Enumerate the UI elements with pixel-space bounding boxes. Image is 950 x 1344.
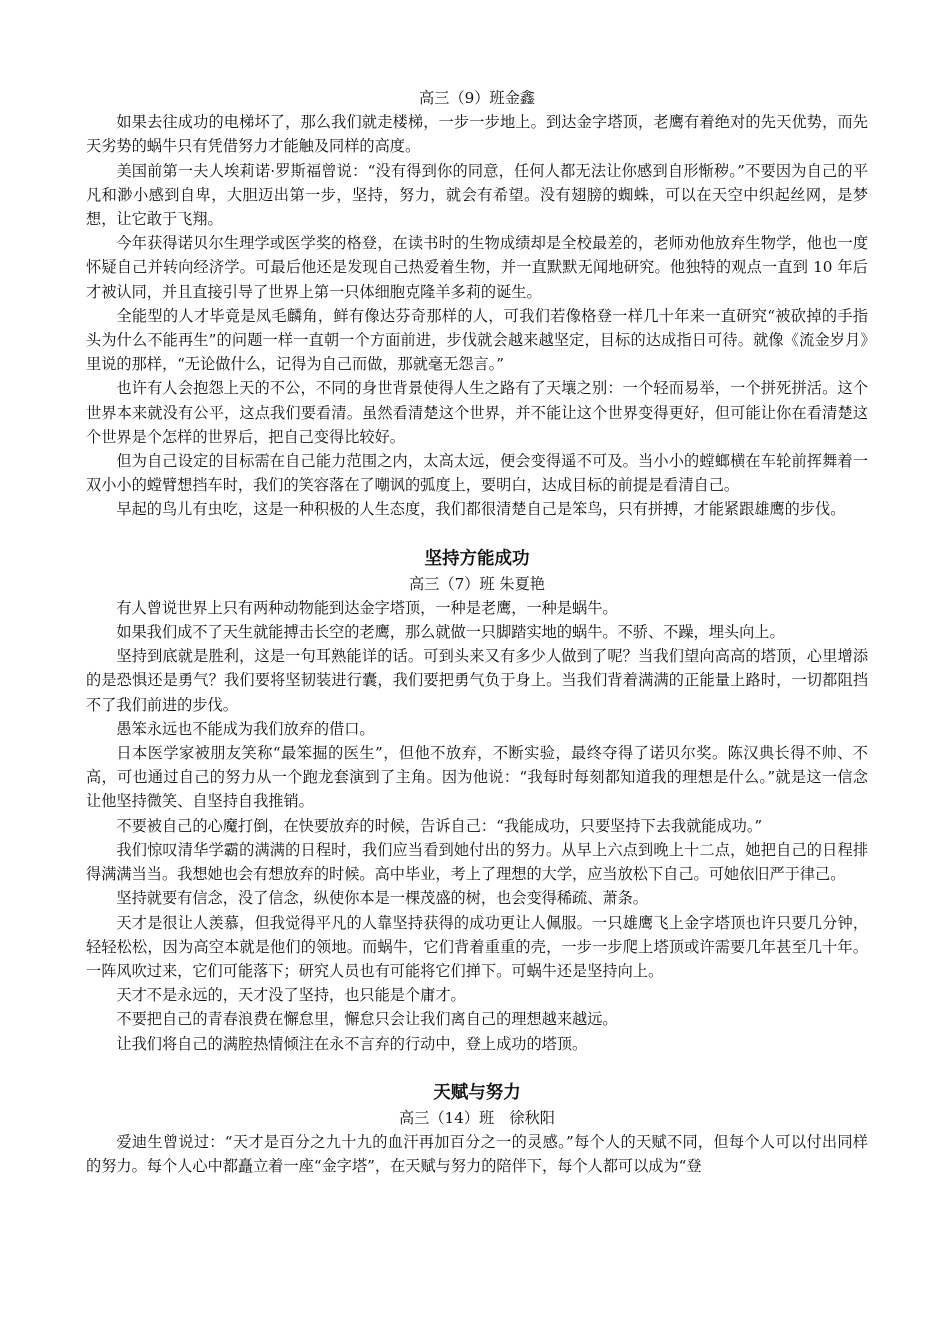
section-gap [86,1056,868,1080]
essay2-paragraph: 让我们将自己的满腔热情倾注在永不言弃的行动中，登上成功的塔顶。 [116,1034,588,1053]
essay1-paragraph: 今年获得诺贝尔生理学或医学奖的格登，在读书时的生物成绩却是全校最差的，老师劝他放弃生物学，他也一度怀疑自己并转向经济学。可最后他还是发现自己热爱着生物，并一直默默无闻地研究。他独特的观点一直到 10 年后才被认同，并且直接引导了世界上第一只体细胞克隆羊多莉的诞生。 [86,234,868,301]
essay2-paragraph: 天才不是永远的，天才没了坚持，也只能是个庸才。 [116,986,466,1005]
essay3-paragraph: 爱迪生曾说过：“天才是百分之九十九的血汗再加百分之一的灵感。”每个人的天赋不同，但每个人可以付出同样的努力。每个人心中都矗立着一座“金字塔”，在天赋与努力的陪伴下，每个人都可以成为“登 [86,1132,868,1176]
essay2-paragraph: 愚笨永远也不能成为我们放弃的借口。 [116,719,375,738]
essay2-byline: 高三（7）班 朱夏艳 [409,574,545,593]
essay2-paragraph: 坚持就要有信念，没了信念，纵使你本是一棵茂盛的树，也会变得稀疏、萧条。 [116,889,648,908]
essay1-paragraph: 但为自己设定的目标需在自己能力范围之内，太高太远，便会变得遥不可及。当小小的螳螂横在车轮前挥舞着一双小小的螳臂想挡车时，我们的笑容落在了嘲讽的弧度上，要明白，达成目标的前提是看清自己。 [86,452,868,495]
essay1-paragraph: 全能型的人才毕竟是凤毛麟角，鲜有像达芬奇那样的人，可我们若像格登一样几十年来一直研究“被砍掉的手指头为什么不能再生”的问题一样一直朝一个方面前进，步伐就会越来越坚定，目标的达成指日可待。就像《流金岁月》里说的那样，“无论做什么，记得为自己而做，那就毫无怨言。” [86,306,868,374]
essay2-paragraph: 如果我们成不了天生就能搏击长空的老鹰，那么就做一只脚踏实地的蜗牛。不骄、不躁，埋头向上。 [116,623,785,642]
essay3-byline: 高三（14）班 徐秋阳 [398,1108,555,1127]
essay2-paragraph: 我们惊叹清华学霸的满满的日程时，我们应当看到她付出的努力。从早上六点到晚上十二点，她把自己的日程排得满满当当。我想她也会有想放弃的时候。高中毕业，考上了理想的大学，应当放松下自己。可她依旧严于律己。 [86,840,868,884]
essay1-paragraph: 早起的鸟儿有虫吃，这是一种积极的人生态度，我们都很清楚自己是笨鸟，只有拼搏，才能紧跟雄鹰的步伐。 [116,500,846,519]
essay1-paragraph: 也许有人会抱怨上天的不公，不同的身世背景使得人生之路有了天壤之别：一个轻而易举，一个拼死拼活。这个世界本来就没有公平，这点我们要看清。虽然看清楚这个世界，并不能让这个世界变得更好，但可能让你在看清楚这个世界是个怎样的世界后，把自己变得比较好。 [86,379,868,446]
essay2-paragraph: 不要被自己的心魔打倒，在快要放弃的时候，告诉自己：“我能成功，只要坚持下去我就能成功。” [116,816,763,835]
essay2-paragraph: 坚持到底就是胜利，这是一句耳熟能详的话。可到头来又有多少人做到了呢？当我们望向高高的塔顶，心里增添的是恐惧还是勇气？我们要将坚韧装进行囊，我们要把勇气负于身上。当我们背着满满的正能量上路时，一切都阻挡不了我们前进的步伐。 [86,647,868,714]
essay2-paragraph: 天才是很让人羡慕，但我觉得平凡的人靠坚持获得的成功更让人佩服。一只雄鹰飞上金字塔顶也许只要几分钟，轻轻松松，因为高空本就是他们的领地。而蜗牛，它们背着重重的壳，一步一步爬上塔顶或许需要几年甚至几十年。一阵风吹过来，它们可能落下；研究人员也有可能将它们掸下。可蜗牛还是坚持向上。 [86,913,868,980]
essay2-title: 坚持方能成功 [424,548,530,569]
essay1-byline: 高三（9）班金鑫 [419,89,535,107]
section-gap [86,522,868,546]
essay2-paragraph: 有人曾说世界上只有两种动物能到达金字塔顶，一种是老鹰，一种是蜗牛。 [116,598,618,617]
document-page [86,86,868,1178]
essay1-paragraph: 如果去往成功的电梯坏了，那么我们就走楼梯，一步一步地上。到达金字塔顶，老鹰有着绝对的先天优势，而先天劣势的蜗牛只有凭借努力才能触及同样的高度。 [86,113,868,156]
essay1-paragraph: 美国前第一夫人埃莉诺·罗斯福曾说：“没有得到你的同意，任何人都无法让你感到自形惭秽。”不要因为自己的平凡和渺小感到自卑，大胆迈出第一步，坚持，努力，就会有希望。没有翅膀的蜘蛛，可以在天空中织起丝网，是梦想，让它敢于飞翔。 [86,161,868,229]
essay3-title: 天赋与努力 [433,1082,521,1103]
essay2-paragraph: 日本医学家被朋友笑称“最笨掘的医生”，但他不放弃，不断实验，最终夺得了诺贝尔奖。陈汉典长得不帅、不高，可也通过自己的努力从一个跑龙套演到了主角。因为他说：“我每时每刻都知道我的理想是什么。”就是这一信念让他坚持微笑、自坚持自我推销。 [86,744,868,811]
essay2-paragraph: 不要把自己的青春浪费在懈怠里，懈怠只会让我们离自己的理想越来越远。 [116,1010,618,1029]
